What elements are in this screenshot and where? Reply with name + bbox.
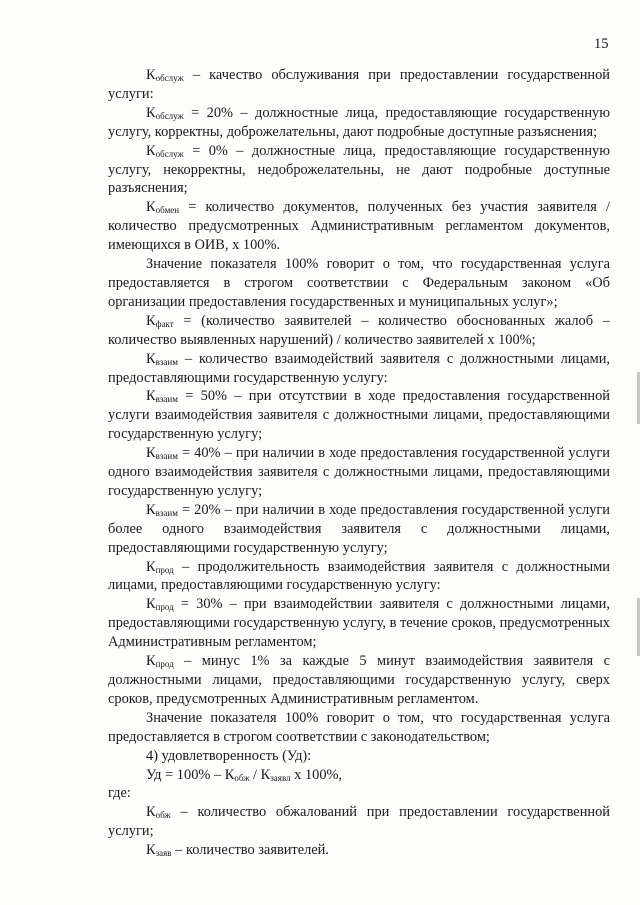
formula-tail: х 100%, <box>290 766 343 783</box>
paragraph <box>108 595 610 652</box>
coefficient-symbol: К <box>146 596 156 613</box>
paragraph-list <box>108 66 610 766</box>
document-body <box>108 66 610 860</box>
paragraph-text: = количество документов, полученных без участия заявителя / количество предусмотренных Административным регламентом документов, имеющихся в ОИВ, х 100%. <box>108 199 610 254</box>
definition <box>108 803 610 841</box>
coefficient-subscript: взаим <box>155 507 178 518</box>
paragraph-text: = 40% – при наличии в ходе предоставления государственной услуги одного взаимодействия заявителя с должностными лицами, предоставляющими государственную услугу; <box>108 445 610 499</box>
paragraph-text: = 50% – при отсутствии в ходе предоставления государственной услуги взаимодействия заявителя с должностными лицами, предоставляющими государственную услугу; <box>108 388 610 443</box>
coefficient-subscript: взаим <box>155 394 178 405</box>
coefficient-symbol: К <box>146 445 156 462</box>
paragraph <box>108 66 610 104</box>
paragraph <box>108 255 610 312</box>
paragraph-text: = 0% – должностные лица, предоставляющие государственную услугу, некорректны, недоброжелательны, не дают подробные доступные разъяснения; <box>108 142 610 197</box>
coefficient-symbol: К <box>146 104 156 121</box>
formula-sub-1: обж <box>234 772 250 783</box>
coefficient-symbol: К <box>146 804 156 821</box>
coefficient-symbol: К <box>146 842 156 859</box>
paragraph-text: = 30% – при взаимодействии заявителя с должностными лицами, предоставляющими государственную услугу, в течение сроков, предусмотренных Административным регламентом; <box>108 596 610 651</box>
paragraph <box>108 387 610 444</box>
definition-list <box>108 803 610 860</box>
coefficient-symbol: К <box>146 388 156 405</box>
coefficient-subscript: взаим <box>155 356 178 367</box>
formula <box>108 766 610 785</box>
paragraph-text: Значение показателя 100% говорит о том, что государственная услуга предоставляется в строгом соответствии с законодательством; <box>108 709 610 745</box>
coefficient-symbol: К <box>146 558 156 575</box>
paragraph-text: – количество заявителей. <box>171 842 329 859</box>
coefficient-symbol: К <box>146 199 156 216</box>
coefficient-symbol: К <box>146 350 156 367</box>
paragraph <box>108 142 610 199</box>
coefficient-subscript: прод <box>155 602 174 613</box>
paragraph-text: – продолжительность взаимодействия заявителя с должностными лицами, предоставляющими государственную услугу: <box>108 558 610 594</box>
paragraph-text: – качество обслуживания при предоставлении государственной услуги: <box>108 67 610 102</box>
paragraph-text: – минус 1% за каждые 5 минут взаимодействия заявителя с должностными лицами, предоставляющими государственную услугу, сверх сроков, предусмотренных Административным регламентом. <box>108 653 610 707</box>
paragraph <box>108 652 610 709</box>
paragraph <box>108 312 610 350</box>
where-label: где: <box>108 785 131 802</box>
coefficient-subscript: обслуж <box>155 110 184 121</box>
coefficient-subscript: обслуж <box>155 148 184 159</box>
coefficient-symbol: К <box>146 653 156 670</box>
paragraph <box>108 444 610 501</box>
paragraph <box>108 350 610 388</box>
coefficient-subscript: обслуж <box>155 73 184 83</box>
formula-lead: Уд = 100% – К <box>146 766 235 783</box>
paragraph <box>108 501 610 558</box>
paragraph-text: – количество обжалований при предоставлении государственной услуги; <box>108 804 610 840</box>
coefficient-subscript: обж <box>155 810 171 821</box>
coefficient-symbol: К <box>146 501 156 518</box>
coefficient-subscript: факт <box>155 318 174 329</box>
paragraph <box>108 709 610 747</box>
coefficient-symbol: К <box>146 67 156 83</box>
coefficient-subscript: взаим <box>155 451 178 462</box>
coefficient-subscript: прод <box>155 564 174 575</box>
coefficient-subscript: обмен <box>155 205 180 216</box>
paragraph-text: – количество взаимодействий заявителя с должностными лицами, предоставляющими государственную услугу: <box>108 350 610 386</box>
page-number: 15 <box>594 36 609 52</box>
paragraph-text: = 20% – должностные лица, предоставляющие государственную услугу, корректны, доброжелательны, дают подробные доступные разъяснения; <box>108 104 610 140</box>
paragraph-text: 4) удовлетворенность (Уд): <box>146 747 312 764</box>
coefficient-symbol: К <box>146 312 156 329</box>
paragraph-text: Значение показателя 100% говорит о том, что государственная услуга предоставляется в строгом соответствии с Федеральным законом «Об организации предоставления государственных и муниципальных услуг»; <box>108 256 610 310</box>
definition <box>108 841 610 860</box>
coefficient-subscript: прод <box>155 659 174 670</box>
paragraph <box>108 198 610 255</box>
coefficient-subscript: заяв <box>155 848 172 859</box>
paragraph-text: = 20% – при наличии в ходе предоставления государственной услуги более одного взаимодействия заявителя с должностными лицами, предоставляющими государственную услугу; <box>108 501 610 556</box>
formula-sub-2: заявл <box>270 772 291 783</box>
coefficient-symbol: К <box>146 142 156 159</box>
paragraph <box>108 747 610 766</box>
paragraph <box>108 558 610 596</box>
formula-mid: / К <box>249 766 271 783</box>
paragraph-text: = (количество заявителей – количество обоснованных жалоб – количество выявленных нарушений) / количество заявителей х 100%; <box>108 312 610 348</box>
paragraph <box>108 104 610 142</box>
